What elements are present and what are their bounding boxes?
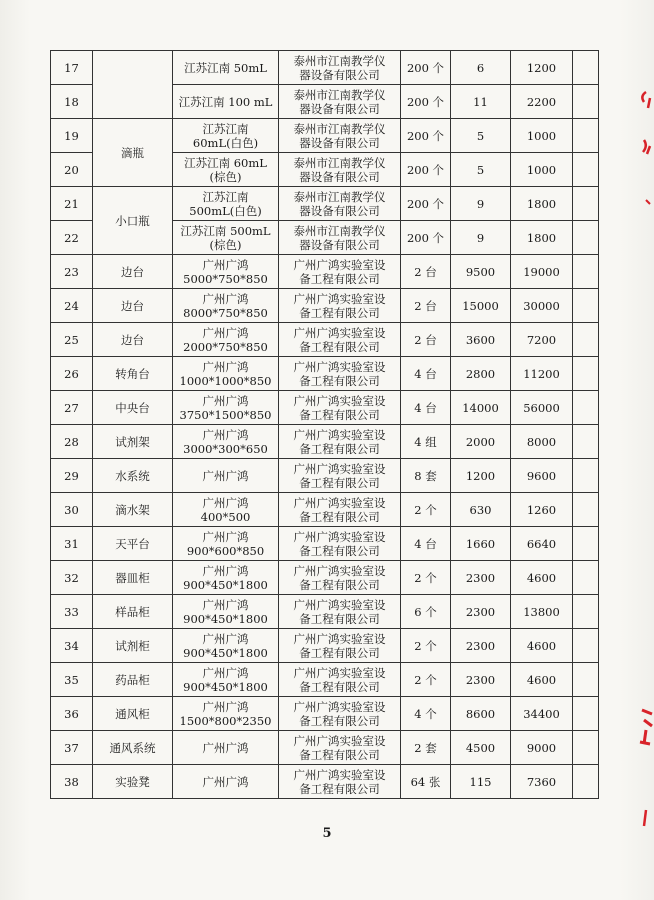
red-seal-fragment-middle: [624, 700, 654, 780]
blank-cell: [573, 255, 599, 289]
item-manufacturer-line: 器设备有限公司: [299, 135, 380, 150]
item-manufacturer-line: 备工程有限公司: [299, 679, 380, 694]
item-quantity: 4 个: [401, 697, 451, 731]
item-spec-line: 广州广鸿: [202, 468, 249, 483]
item-manufacturer-line: 广州广鸿实验室设: [293, 257, 386, 272]
item-spec-line: 3000*300*650: [183, 441, 268, 456]
item-number: 34: [51, 629, 93, 663]
item-unit-price: 2300: [451, 595, 511, 629]
item-number: 35: [51, 663, 93, 697]
item-spec: [173, 561, 279, 595]
item-manufacturer-line: 广州广鸿实验室设: [293, 631, 386, 646]
item-number: 31: [51, 527, 93, 561]
item-name: 边台: [93, 289, 173, 323]
item-number: 32: [51, 561, 93, 595]
item-spec: [173, 629, 279, 663]
item-manufacturer-line: 泰州市江南教学仪: [293, 121, 386, 136]
table-row: [51, 357, 599, 391]
item-spec: [173, 119, 279, 153]
item-unit-price: 11: [451, 85, 511, 119]
item-manufacturer-line: 备工程有限公司: [299, 441, 380, 456]
item-manufacturer-line: 备工程有限公司: [299, 509, 380, 524]
blank-cell: [573, 561, 599, 595]
item-name: 通风系统: [93, 731, 173, 765]
item-spec-line: (棕色): [209, 169, 242, 184]
item-unit-price: 2000: [451, 425, 511, 459]
item-spec-line: 广州广鸿: [202, 665, 249, 680]
item-number: 27: [51, 391, 93, 425]
item-spec-line: 江苏江南 500mL: [180, 223, 271, 238]
item-unit-price: 14000: [451, 391, 511, 425]
blank-cell: [573, 153, 599, 187]
item-spec: [173, 459, 279, 493]
item-manufacturer-line: 备工程有限公司: [299, 543, 380, 558]
item-manufacturer: [279, 527, 401, 561]
item-unit-price: 6: [451, 51, 511, 85]
item-number: 19: [51, 119, 93, 153]
item-name: 滴瓶: [93, 119, 173, 187]
item-quantity: 2 台: [401, 255, 451, 289]
item-spec-line: 900*450*1800: [183, 679, 268, 694]
item-manufacturer-line: 备工程有限公司: [299, 271, 380, 286]
item-manufacturer-line: 备工程有限公司: [299, 407, 380, 422]
item-unit-price: 2800: [451, 357, 511, 391]
item-manufacturer: [279, 357, 401, 391]
table-row: [51, 323, 599, 357]
blank-cell: [573, 51, 599, 85]
item-spec: [173, 153, 279, 187]
item-spec-line: 江苏江南: [202, 121, 249, 136]
item-unit-price: 5: [451, 119, 511, 153]
item-spec-line: 5000*750*850: [183, 271, 268, 286]
item-number: 20: [51, 153, 93, 187]
blank-cell: [573, 459, 599, 493]
table-row: [51, 663, 599, 697]
item-manufacturer-line: 备工程有限公司: [299, 339, 380, 354]
item-number: 28: [51, 425, 93, 459]
item-spec-line: 2000*750*850: [183, 339, 268, 354]
item-manufacturer: [279, 459, 401, 493]
item-manufacturer: [279, 187, 401, 221]
item-quantity: 4 组: [401, 425, 451, 459]
item-manufacturer-line: 泰州市江南教学仪: [293, 87, 386, 102]
item-name: 小口瓶: [93, 187, 173, 255]
item-manufacturer: [279, 425, 401, 459]
item-manufacturer: [279, 493, 401, 527]
item-manufacturer: [279, 255, 401, 289]
table-row: [51, 459, 599, 493]
item-total: 1800: [511, 187, 573, 221]
item-unit-price: 4500: [451, 731, 511, 765]
item-spec: [173, 323, 279, 357]
item-manufacturer-line: 备工程有限公司: [299, 475, 380, 490]
blank-cell: [573, 765, 599, 799]
item-total: 1800: [511, 221, 573, 255]
table-row: [51, 289, 599, 323]
blank-cell: [573, 425, 599, 459]
item-spec-line: 广州广鸿: [202, 393, 249, 408]
item-number: 21: [51, 187, 93, 221]
item-quantity: 4 台: [401, 391, 451, 425]
table-row: [51, 697, 599, 731]
item-spec-line: 广州广鸿: [202, 257, 249, 272]
blank-cell: [573, 697, 599, 731]
item-spec-line: 8000*750*850: [183, 305, 268, 320]
item-number: 38: [51, 765, 93, 799]
item-manufacturer-line: 广州广鸿实验室设: [293, 529, 386, 544]
item-spec-line: 广州广鸿: [202, 774, 249, 789]
item-manufacturer: [279, 595, 401, 629]
item-spec: [173, 527, 279, 561]
blank-cell: [573, 187, 599, 221]
item-manufacturer-line: 备工程有限公司: [299, 373, 380, 388]
table-row: [51, 255, 599, 289]
item-manufacturer-line: 广州广鸿实验室设: [293, 359, 386, 374]
item-quantity: 2 台: [401, 323, 451, 357]
blank-cell: [573, 731, 599, 765]
item-number: 37: [51, 731, 93, 765]
item-quantity: 2 个: [401, 629, 451, 663]
item-spec-line: 3750*1500*850: [179, 407, 272, 422]
item-spec-line: 江苏江南: [202, 189, 249, 204]
blank-cell: [573, 629, 599, 663]
item-total: 4600: [511, 629, 573, 663]
item-manufacturer: [279, 663, 401, 697]
item-manufacturer-line: 泰州市江南教学仪: [293, 223, 386, 238]
item-manufacturer: [279, 51, 401, 85]
blank-cell: [573, 493, 599, 527]
item-total: 6640: [511, 527, 573, 561]
item-manufacturer: [279, 731, 401, 765]
item-quantity: 8 套: [401, 459, 451, 493]
item-number: 26: [51, 357, 93, 391]
item-quantity: 200 个: [401, 153, 451, 187]
item-manufacturer-line: 泰州市江南教学仪: [293, 189, 386, 204]
item-manufacturer-line: 器设备有限公司: [299, 237, 380, 252]
item-spec: [173, 731, 279, 765]
item-manufacturer-line: 广州广鸿实验室设: [293, 461, 386, 476]
item-name: 边台: [93, 255, 173, 289]
item-total: 34400: [511, 697, 573, 731]
item-spec-line: 900*450*1800: [183, 645, 268, 660]
blank-cell: [573, 221, 599, 255]
table-row: [51, 425, 599, 459]
table-row: [51, 119, 599, 153]
blank-cell: [573, 323, 599, 357]
table-row: [51, 527, 599, 561]
item-quantity: 200 个: [401, 119, 451, 153]
item-manufacturer: [279, 765, 401, 799]
item-total: 7360: [511, 765, 573, 799]
item-spec-line: 江苏江南 50mL: [184, 60, 267, 75]
item-spec: [173, 255, 279, 289]
item-spec: [173, 391, 279, 425]
item-unit-price: 8600: [451, 697, 511, 731]
item-manufacturer-line: 广州广鸿实验室设: [293, 393, 386, 408]
item-manufacturer-line: 泰州市江南教学仪: [293, 155, 386, 170]
item-spec-line: 广州广鸿: [202, 495, 249, 510]
item-total: 56000: [511, 391, 573, 425]
table-row: [51, 629, 599, 663]
item-manufacturer-line: 备工程有限公司: [299, 747, 380, 762]
table-row: [51, 595, 599, 629]
item-spec-line: 广州广鸿: [202, 529, 249, 544]
item-spec-line: 60mL(白色): [192, 135, 259, 150]
item-number: 33: [51, 595, 93, 629]
item-name: 试剂架: [93, 425, 173, 459]
item-manufacturer: [279, 629, 401, 663]
item-unit-price: 9500: [451, 255, 511, 289]
item-number: 22: [51, 221, 93, 255]
item-total: 2200: [511, 85, 573, 119]
blank-cell: [573, 663, 599, 697]
item-spec-line: (棕色): [209, 237, 242, 252]
item-unit-price: 15000: [451, 289, 511, 323]
item-unit-price: 2300: [451, 629, 511, 663]
item-manufacturer: [279, 323, 401, 357]
item-spec-line: 900*450*1800: [183, 577, 268, 592]
item-name: 转角台: [93, 357, 173, 391]
item-spec: [173, 221, 279, 255]
item-unit-price: 1200: [451, 459, 511, 493]
item-manufacturer-line: 广州广鸿实验室设: [293, 325, 386, 340]
item-total: 11200: [511, 357, 573, 391]
item-unit-price: 9: [451, 187, 511, 221]
item-name: 通风柜: [93, 697, 173, 731]
item-quantity: 64 张: [401, 765, 451, 799]
item-name: 实验凳: [93, 765, 173, 799]
item-quantity: 2 台: [401, 289, 451, 323]
item-manufacturer-line: 广州广鸿实验室设: [293, 597, 386, 612]
item-manufacturer: [279, 119, 401, 153]
item-spec: [173, 85, 279, 119]
item-manufacturer-line: 泰州市江南教学仪: [293, 53, 386, 68]
item-manufacturer: [279, 221, 401, 255]
item-quantity: 2 个: [401, 663, 451, 697]
item-unit-price: 3600: [451, 323, 511, 357]
item-spec-line: 1500*800*2350: [179, 713, 272, 728]
item-spec-line: 广州广鸿: [202, 597, 249, 612]
item-manufacturer-line: 器设备有限公司: [299, 203, 380, 218]
blank-cell: [573, 357, 599, 391]
item-spec-line: 广州广鸿: [202, 740, 249, 755]
item-manufacturer-line: 广州广鸿实验室设: [293, 699, 386, 714]
item-spec: [173, 357, 279, 391]
item-unit-price: 630: [451, 493, 511, 527]
item-manufacturer-line: 广州广鸿实验室设: [293, 291, 386, 306]
item-name: [93, 51, 173, 119]
table-row: [51, 561, 599, 595]
item-spec: [173, 697, 279, 731]
item-name: 器皿柜: [93, 561, 173, 595]
item-spec-line: 900*600*850: [186, 543, 265, 558]
table-row: [51, 765, 599, 799]
item-manufacturer-line: 备工程有限公司: [299, 713, 380, 728]
item-number: 36: [51, 697, 93, 731]
item-total: 4600: [511, 561, 573, 595]
item-spec: [173, 595, 279, 629]
item-spec-line: 1000*1000*850: [179, 373, 272, 388]
item-spec-line: 江苏江南 100 mL: [178, 94, 273, 109]
item-manufacturer-line: 备工程有限公司: [299, 611, 380, 626]
red-seal-fragment-bottom: [624, 800, 654, 850]
item-name: 药品柜: [93, 663, 173, 697]
item-number: 17: [51, 51, 93, 85]
item-manufacturer-line: 广州广鸿实验室设: [293, 767, 386, 782]
item-name: 边台: [93, 323, 173, 357]
item-manufacturer-line: 器设备有限公司: [299, 101, 380, 116]
item-quantity: 4 台: [401, 357, 451, 391]
item-total: 1000: [511, 153, 573, 187]
page-number: 5: [322, 826, 332, 841]
item-manufacturer-line: 备工程有限公司: [299, 577, 380, 592]
item-spec-line: 广州广鸿: [202, 563, 249, 578]
blank-cell: [573, 391, 599, 425]
item-total: 1000: [511, 119, 573, 153]
item-spec-line: 900*450*1800: [183, 611, 268, 626]
item-manufacturer-line: 广州广鸿实验室设: [293, 733, 386, 748]
item-quantity: 200 个: [401, 51, 451, 85]
item-name: 天平台: [93, 527, 173, 561]
item-quantity: 2 个: [401, 493, 451, 527]
item-manufacturer-line: 广州广鸿实验室设: [293, 665, 386, 680]
item-unit-price: 2300: [451, 663, 511, 697]
item-number: 18: [51, 85, 93, 119]
item-name: 中央台: [93, 391, 173, 425]
item-spec: [173, 51, 279, 85]
item-manufacturer-line: 备工程有限公司: [299, 305, 380, 320]
item-quantity: 6 个: [401, 595, 451, 629]
item-number: 29: [51, 459, 93, 493]
item-spec-line: 500mL(白色): [189, 203, 262, 218]
item-unit-price: 2300: [451, 561, 511, 595]
blank-cell: [573, 119, 599, 153]
item-total: 9000: [511, 731, 573, 765]
item-quantity: 200 个: [401, 187, 451, 221]
item-spec: [173, 289, 279, 323]
table-row: [51, 391, 599, 425]
item-quantity: 4 台: [401, 527, 451, 561]
item-manufacturer-line: 器设备有限公司: [299, 169, 380, 184]
item-spec: [173, 187, 279, 221]
item-spec-line: 广州广鸿: [202, 359, 249, 374]
item-quantity: 200 个: [401, 221, 451, 255]
item-quantity: 200 个: [401, 85, 451, 119]
item-manufacturer: [279, 391, 401, 425]
item-name: 试剂柜: [93, 629, 173, 663]
item-manufacturer-line: 广州广鸿实验室设: [293, 427, 386, 442]
red-seal-fragment-top: [624, 80, 654, 230]
item-spec-line: 400*500: [200, 509, 251, 524]
blank-cell: [573, 595, 599, 629]
table-row: [51, 731, 599, 765]
item-number: 30: [51, 493, 93, 527]
item-spec: [173, 425, 279, 459]
item-number: 25: [51, 323, 93, 357]
item-manufacturer: [279, 561, 401, 595]
item-total: 1260: [511, 493, 573, 527]
blank-cell: [573, 527, 599, 561]
item-manufacturer-line: 器设备有限公司: [299, 67, 380, 82]
blank-cell: [573, 289, 599, 323]
item-spec-line: 广州广鸿: [202, 631, 249, 646]
item-unit-price: 5: [451, 153, 511, 187]
item-total: 7200: [511, 323, 573, 357]
item-total: 8000: [511, 425, 573, 459]
item-unit-price: 9: [451, 221, 511, 255]
item-number: 23: [51, 255, 93, 289]
item-manufacturer-line: 广州广鸿实验室设: [293, 563, 386, 578]
item-manufacturer-line: 广州广鸿实验室设: [293, 495, 386, 510]
table-row: [51, 493, 599, 527]
item-spec-line: 广州广鸿: [202, 325, 249, 340]
item-quantity: 2 套: [401, 731, 451, 765]
item-total: 4600: [511, 663, 573, 697]
item-name: 样品柜: [93, 595, 173, 629]
item-spec-line: 江苏江南 60mL: [184, 155, 267, 170]
item-total: 19000: [511, 255, 573, 289]
item-unit-price: 1660: [451, 527, 511, 561]
item-name: 滴水架: [93, 493, 173, 527]
item-spec: [173, 493, 279, 527]
table-row: [51, 51, 599, 85]
item-spec: [173, 765, 279, 799]
item-manufacturer: [279, 289, 401, 323]
item-manufacturer: [279, 85, 401, 119]
item-unit-price: 115: [451, 765, 511, 799]
item-total: 9600: [511, 459, 573, 493]
blank-cell: [573, 85, 599, 119]
item-number: 24: [51, 289, 93, 323]
item-manufacturer: [279, 697, 401, 731]
item-name: 水系统: [93, 459, 173, 493]
equipment-price-table: [50, 50, 599, 799]
item-quantity: 2 个: [401, 561, 451, 595]
item-spec-line: 广州广鸿: [202, 699, 249, 714]
item-spec: [173, 663, 279, 697]
item-manufacturer-line: 备工程有限公司: [299, 645, 380, 660]
table-row: [51, 187, 599, 221]
item-total: 13800: [511, 595, 573, 629]
item-total: 30000: [511, 289, 573, 323]
item-spec-line: 广州广鸿: [202, 291, 249, 306]
item-spec-line: 广州广鸿: [202, 427, 249, 442]
item-manufacturer-line: 备工程有限公司: [299, 781, 380, 796]
item-manufacturer: [279, 153, 401, 187]
item-total: 1200: [511, 51, 573, 85]
